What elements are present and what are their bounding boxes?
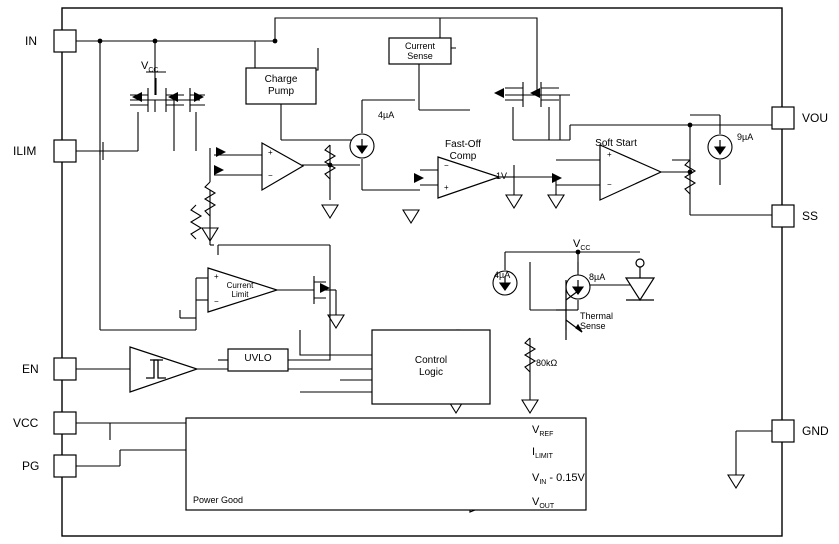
pin-label-ilim: ILIM [13, 144, 37, 158]
pin-pad-ilim [54, 140, 76, 162]
pin-label-ss: SS [802, 209, 819, 223]
pin-pad-gnd [772, 420, 794, 442]
sign-minus-ilim-amp: − [268, 171, 273, 180]
label-current-8ua-thermal: 8µA [589, 272, 606, 282]
label-vout-cmp: $V_{OUT}$ [532, 496, 555, 511]
pin-label-en: EN [22, 362, 39, 376]
label-current-9ua: 9µA [737, 132, 754, 142]
label-current-limit: Current Limit [226, 281, 254, 300]
en-schmitt-buffer [130, 347, 197, 392]
pin-pad-vcc [54, 412, 76, 434]
pin-label-pg: PG [22, 459, 40, 473]
pin-label-vcc: VCC [13, 416, 39, 430]
pin-pad-vout [772, 107, 794, 129]
sign-plus-ilim-amp: + [268, 148, 273, 157]
pin-pad-en [54, 358, 76, 380]
label-vcc-mid: $V_{CC}$ [573, 238, 591, 253]
label-current-4ua-thermal: 4µA [494, 270, 511, 280]
sign-minus-soft-start: − [607, 180, 612, 189]
thermal-ref-symbol [626, 259, 654, 300]
label-fast-off-comp: Fast-Off Comp [445, 139, 481, 162]
label-uvlo: UVLO [244, 353, 272, 364]
label-ilimit: $I_{LIMIT}$ [532, 446, 553, 461]
sign-minus-fast-off: − [444, 161, 449, 170]
sign-plus-fast-off: + [444, 183, 449, 192]
label-power-good: Power Good [193, 495, 244, 505]
label-soft-start: Soft Start [595, 138, 637, 149]
label-thermal-sense: Thermal Sense [580, 311, 614, 332]
label-current-sense: Current Sense [404, 41, 435, 62]
label-current-4ua-top: 4µA [378, 110, 395, 120]
label-charge-pump [246, 74, 316, 97]
sign-plus-current-limit: + [214, 272, 219, 281]
label-1v-reference: 1V [496, 171, 508, 181]
label-80k-resistor: 80kΩ [536, 358, 558, 368]
label-charge-pump-line2: Pump [267, 85, 295, 97]
pin-label-vout: VOU [802, 111, 829, 125]
pin-label-gnd: GND [802, 424, 829, 438]
label-charge-pump-line1: Charge [264, 74, 298, 85]
label-vin-offset: $V_{IN} - 0.15V$ [532, 472, 585, 487]
pin-label-in: IN [25, 34, 37, 48]
label-vref: $V_{REF}$ [532, 424, 554, 439]
sign-minus-current-limit: − [214, 297, 219, 306]
label-control-logic: Control Logic [414, 355, 448, 378]
labeled-boxes [186, 38, 586, 510]
label-vcc-top: $V_{CC}$ [141, 60, 159, 75]
pin-pad-in [54, 30, 76, 52]
pin-pad-pg [54, 455, 76, 477]
pin-pad-ss [772, 205, 794, 227]
sign-plus-soft-start: + [607, 150, 612, 159]
